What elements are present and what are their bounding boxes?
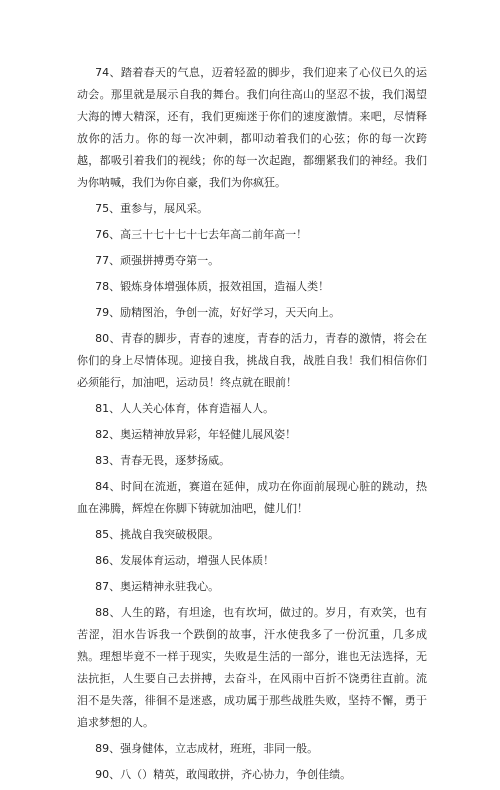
paragraph-87: 87、奥运精神永驻我心。 bbox=[95, 580, 220, 593]
paragraph-90: 90、八（）精英，敢闯敢拼，齐心协力，争创佳绩。 bbox=[95, 768, 352, 781]
paragraph-85: 85、挑战自我突破极限。 bbox=[95, 528, 220, 541]
paragraph-81: 81、人人关心体育，体育造福人人。 bbox=[95, 402, 275, 415]
paragraph-75: 75、重参与，展风采。 bbox=[95, 202, 209, 215]
paragraph-86: 86、发展体育运动，增强人民体质！ bbox=[95, 554, 275, 567]
paragraph-84: 84、时间在流逝，赛道在延伸，成功在你面前展现心脏的跳动，热血在沸腾，辉煌在你脚下铸就加油吧，健儿们！ bbox=[77, 480, 427, 515]
paragraph-88: 88、人生的路，有坦途，也有坎坷，做过的。岁月，有欢笑，也有苦涩，泪水告诉我一个跌倒的故事，汗水使我多了一份沉重，几多成熟。理想毕竟不一样于现实，失败是生活的一部分，谁也无法选择，无法抗拒，人生要自己去拼搏，去奋斗，在风雨中百折不饶勇往直前。流泪不是失落，徘徊不是迷惑，成功属于那些战胜失败，坚持不懈，勇于追求梦想的人。 bbox=[77, 606, 427, 729]
paragraph-78: 78、锻炼身体增强体质，报效祖国，造福人类！ bbox=[95, 280, 330, 293]
document-page bbox=[77, 62, 427, 790]
paragraph-76: 76、高三十七十七十七去年高二前年高一！ bbox=[95, 228, 308, 241]
paragraph-77: 77、顽强拼搏勇夺第一。 bbox=[95, 254, 220, 267]
paragraph-89: 89、强身健体，立志成材，班班，非同一般。 bbox=[95, 742, 319, 755]
paragraph-79: 79、励精图治，争创一流，好好学习，天天向上。 bbox=[95, 306, 341, 319]
paragraph-80: 80、青春的脚步，青春的速度，青春的活力，青春的激情，将会在你们的身上尽情体现。迎接自我，挑战自我，战胜自我！我们相信你们必须能行，加油吧，运动员！终点就在眼前！ bbox=[77, 332, 427, 389]
paragraph-82: 82、奥运精神放异彩，年轻健儿展风姿！ bbox=[95, 428, 297, 441]
paragraph-74: 74、踏着春天的气息，迈着轻盈的脚步，我们迎来了心仪已久的运动会。那里就是展示自我的舞台。我们向往高山的坚忍不拔，我们渴望大海的博大精深，还有，我们更痴迷于你们的速度激情。来吧，尽情释放你的活力。你的每一次冲刺，都叩动着我们的心弦；你的每一次跨越，都吸引着我们的视线；你的每一次起跑，都绷紧我们的神经。我们为你呐喊，我们为你自豪，我们为你疯狂。 bbox=[77, 66, 427, 189]
paragraph-83: 83、青春无畏，逐梦扬威。 bbox=[95, 454, 231, 467]
